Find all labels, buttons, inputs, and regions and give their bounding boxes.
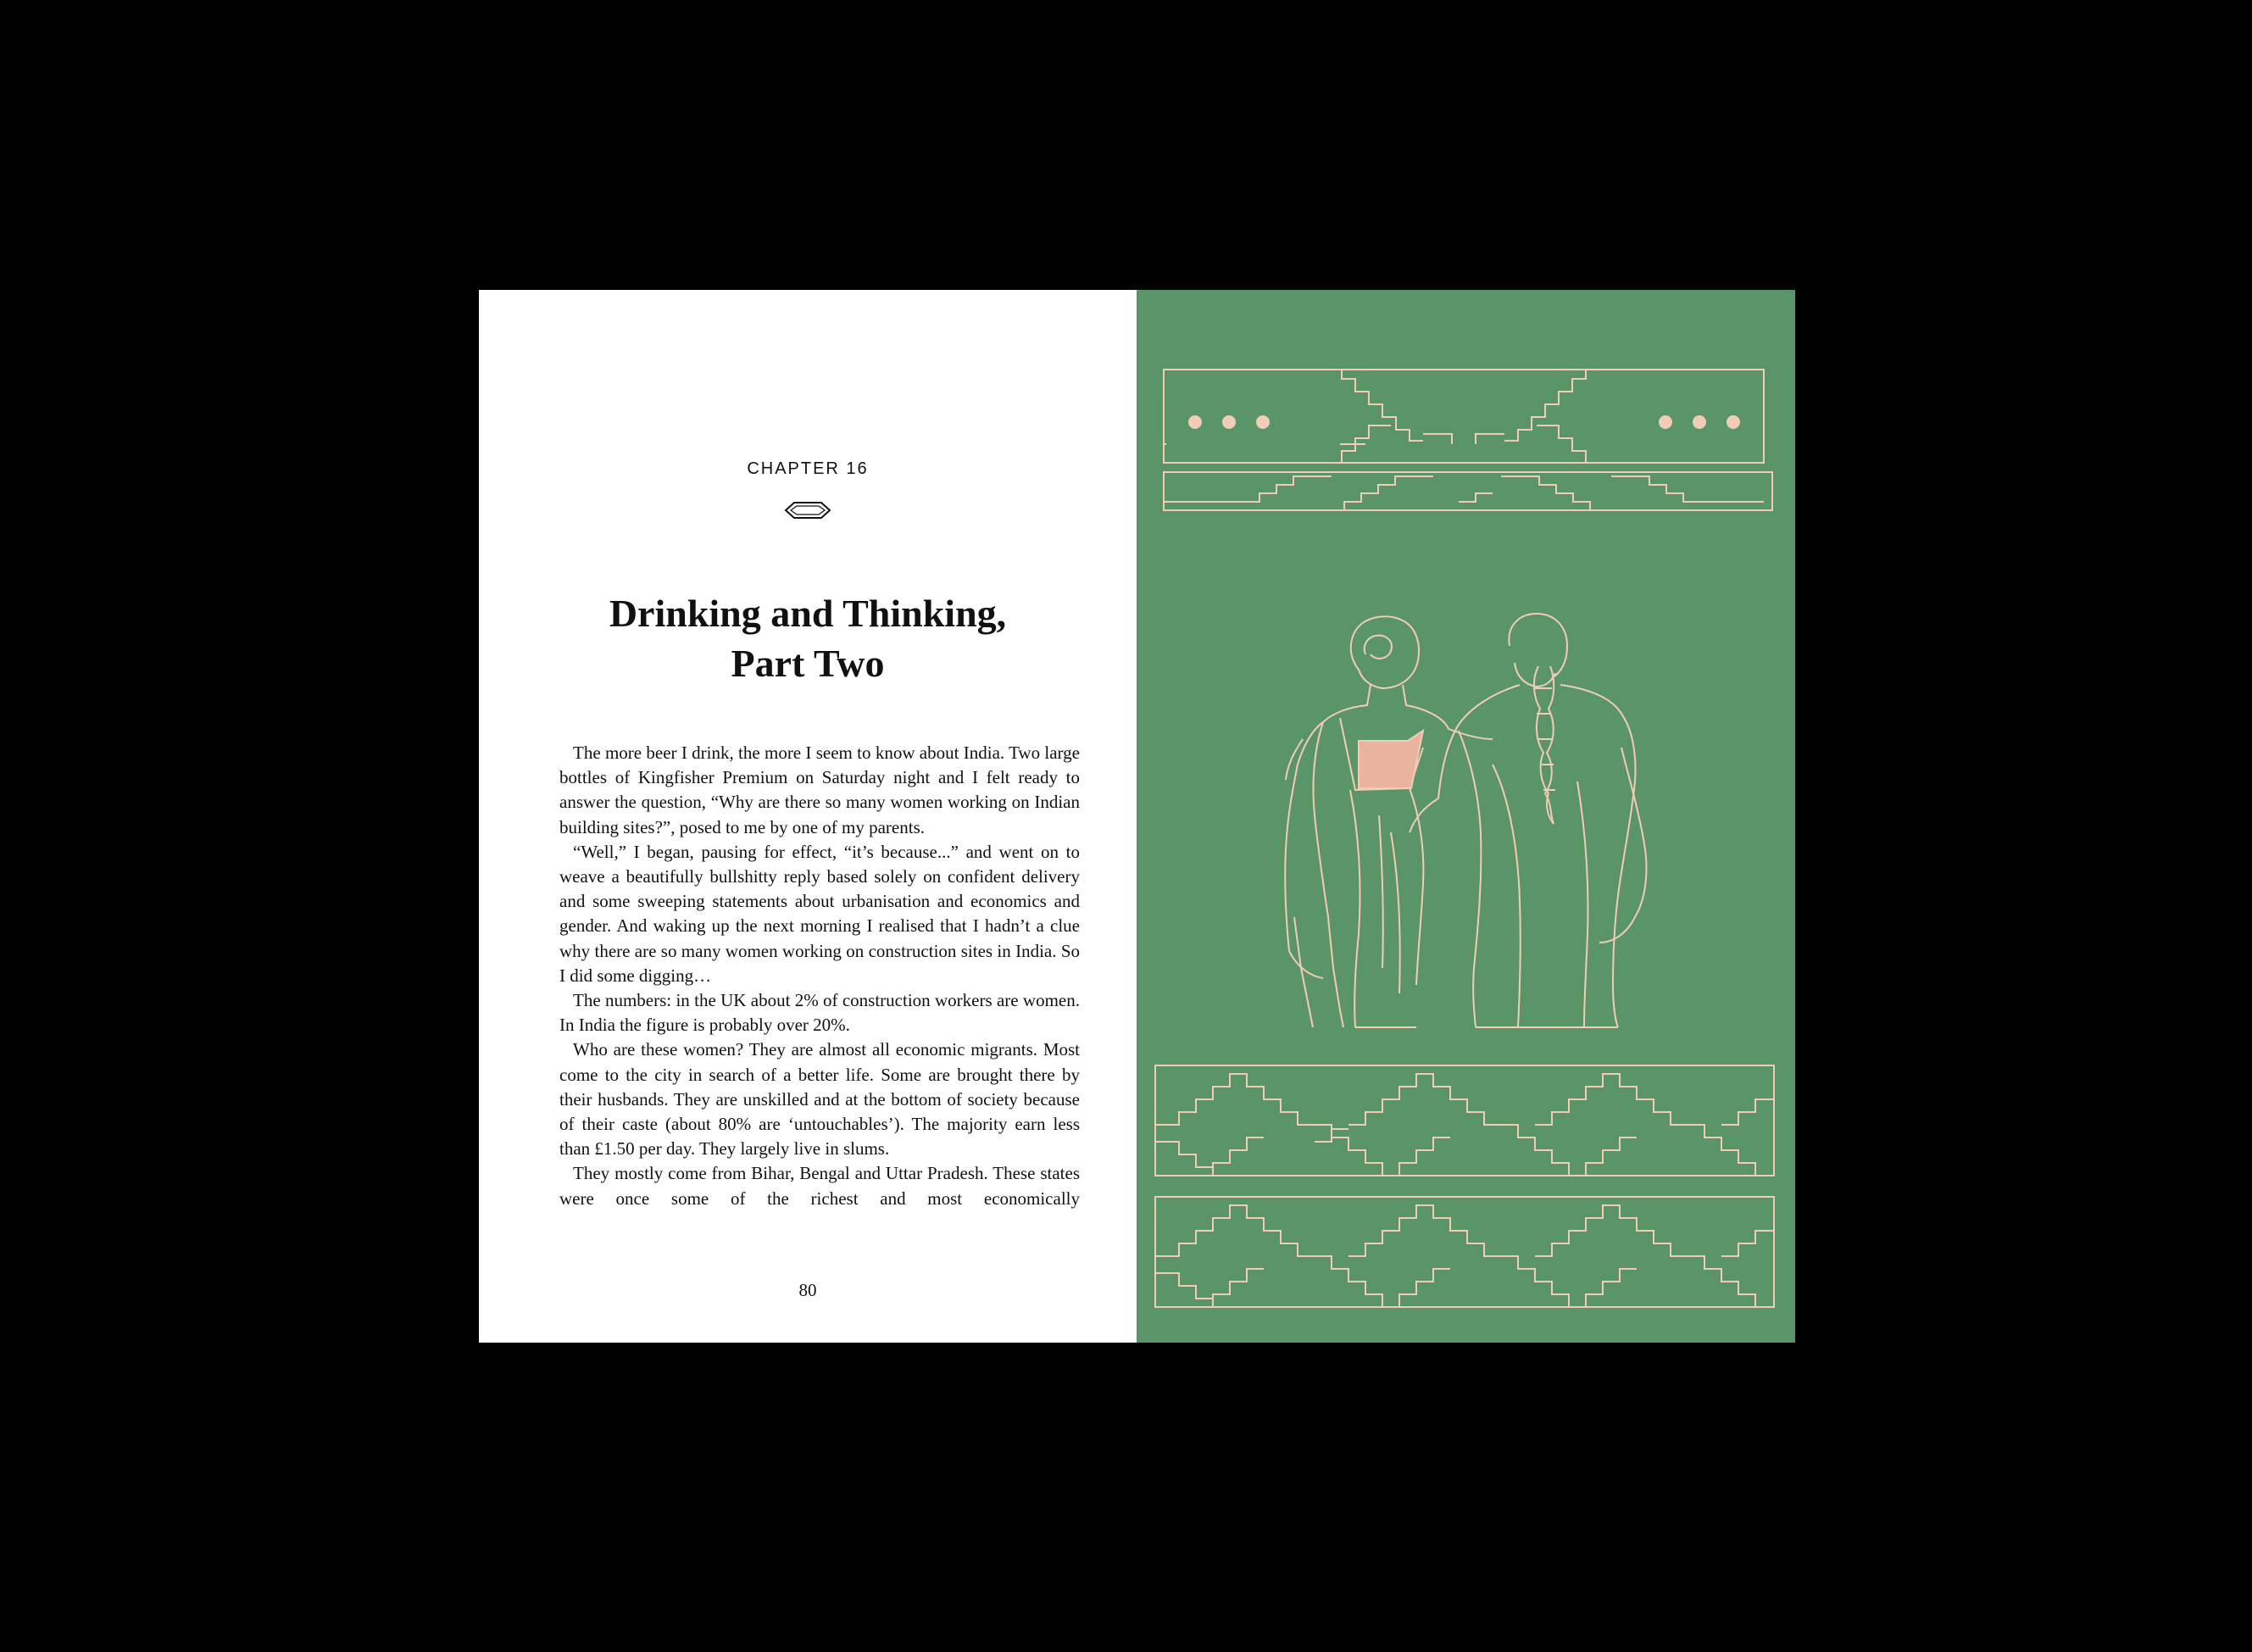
dot-row [1188, 415, 1740, 429]
lozenge-ornament-icon [782, 498, 833, 523]
paragraph: Who are these women? They are almost all economic migrants. Most come to the city in search of a better life. Some are brought there by their husbands. They are unskilled and at the bottom of society because of their caste (about 80% are ‘untouchables’). The majority earn less than £1.50 per day. They largely live in slums. [559, 1039, 1080, 1160]
paragraph: “Well,” I began, pausing for effect, “it’s because...” and went on to weave a beautifully bullshitty reply based solely on confident delivery and some sweeping statements about urbanisation and economics and gender. And waking up the next morning I realised that I hadn’t a clue why there are so many women working on construction sites in India. So I did some digging… [559, 841, 1080, 986]
bottom-diamond-pattern-2 [1155, 1197, 1774, 1307]
top-dotted-border-pattern [1164, 370, 1764, 463]
paragraph: They mostly come from Bihar, Bengal and Uttar Pradesh. These states were once some of the richest and most economically [559, 1163, 1080, 1209]
left-page [479, 290, 1137, 1343]
body-text [559, 741, 1080, 1211]
bottom-diamond-pattern-1 [1155, 1065, 1774, 1176]
right-page-illustration [1137, 290, 1795, 1343]
chapter-title [479, 588, 1137, 688]
two-women-in-saris-illustration [1285, 614, 1646, 1027]
chapter-title-line-1: Drinking and Thinking, [609, 592, 1007, 635]
paragraph: The numbers: in the UK about 2% of construction workers are women. In India the figure is probably over 20%. [559, 990, 1080, 1036]
blouse-accent [1359, 731, 1423, 788]
decorative-artwork [1137, 290, 1795, 1343]
thin-step-border-pattern [1164, 472, 1772, 510]
paragraph: The more beer I drink, the more I seem to know about India. Two large bottles of Kingfisher Premium on Saturday night and I felt ready to answer the question, “Why are there so many women working on Indian building sites?”, posed to me by one of my parents. [559, 743, 1080, 837]
chapter-label: CHAPTER 16 [747, 459, 869, 478]
chapter-title-line-2: Part Two [731, 642, 885, 685]
page-number: 80 [798, 1280, 817, 1300]
book-spread [479, 290, 1795, 1343]
